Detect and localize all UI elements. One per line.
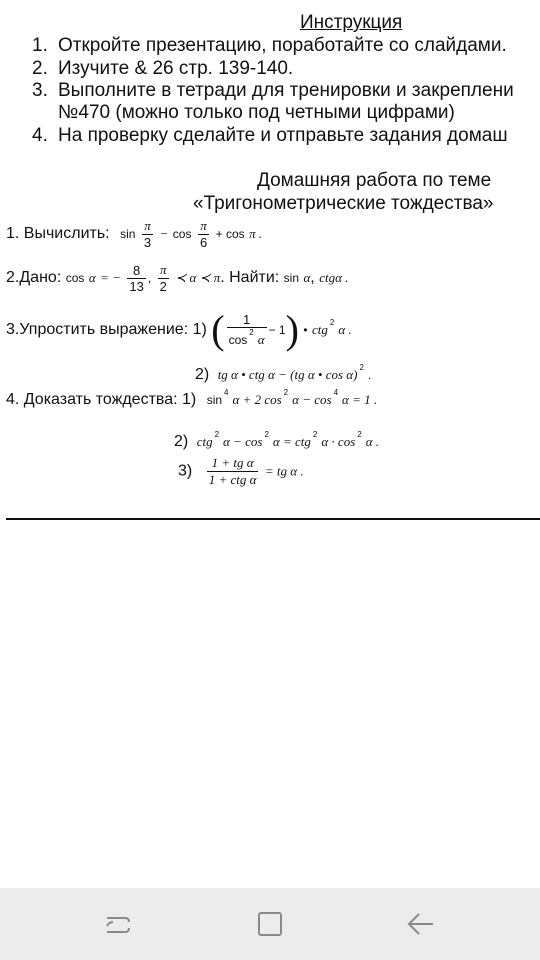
back-button[interactable] xyxy=(403,908,439,940)
homework-title: Домашняя работа по теме xyxy=(257,170,492,191)
part-label: 2) xyxy=(195,366,210,383)
task-4-part-2: 2) ctg $^2$ α − cos $^2$ α = ctg $^2$ α · cos $^2$ α . xyxy=(174,430,380,450)
expression: α − cos xyxy=(223,434,263,449)
instruction-item-4 xyxy=(32,125,508,147)
expression: α · cos xyxy=(321,434,356,449)
expression: α = 1 . xyxy=(342,392,378,407)
expression: = tg α . xyxy=(264,463,304,479)
alpha-symbol: α . xyxy=(338,322,352,338)
alpha-symbol: α xyxy=(88,270,96,286)
instruction-number: 3. xyxy=(32,80,48,101)
instruction-item-1 xyxy=(32,35,507,57)
fraction-tg-ctg: $\frac{\text{1 + tg α}}{\text{1 + ctg α}}$ xyxy=(208,455,257,487)
expression: α + 2 cos xyxy=(232,392,282,407)
cos-function: cos xyxy=(172,227,192,242)
ctg-function: ctg xyxy=(312,322,328,338)
part-label: 2) xyxy=(174,433,189,450)
fraction-pi-2: $\frac{\pi}{2}$ xyxy=(159,262,167,294)
alpha-symbol: α . xyxy=(335,270,349,286)
period: . xyxy=(367,368,372,382)
instruction-text: Откройте презентацию, поработайте со слайдами. xyxy=(58,35,507,56)
sin-function: sin xyxy=(206,393,223,407)
task-4-part-3 xyxy=(178,455,304,488)
fraction-1-cos2: $\frac{1}{\cos^2 \alpha}$ xyxy=(228,312,265,347)
task-3-label: 3.Упростить выражение: 1) xyxy=(6,321,207,339)
square-exponent: 2 xyxy=(329,318,335,328)
right-paren: ) xyxy=(285,307,299,352)
find-label: . Найти: xyxy=(220,269,280,287)
sin-function: sin xyxy=(120,227,136,242)
task-1 xyxy=(6,218,262,250)
task-3-part-2 xyxy=(195,363,371,384)
task-1-label: 1. Вычислить: xyxy=(6,225,110,243)
horizontal-rule xyxy=(6,518,540,520)
home-button[interactable] xyxy=(252,908,288,940)
ctg-function: ctg xyxy=(196,434,213,449)
bullet-operator: • xyxy=(303,323,308,338)
ctg-function: ctg xyxy=(319,270,336,286)
alpha-symbol: α xyxy=(303,270,311,286)
sin-function: sin xyxy=(283,271,300,286)
back-icon xyxy=(403,908,439,940)
plus-cos: + cos xyxy=(215,227,245,242)
instruction-number: 4. xyxy=(32,125,48,146)
instruction-text: Изучите & 26 стр. 139-140. xyxy=(58,58,294,79)
left-paren: ( xyxy=(211,307,225,352)
equals-minus: = − xyxy=(100,270,121,286)
navigation-bar xyxy=(0,888,540,960)
task-2-label: 2.Дано: xyxy=(6,269,62,287)
instructions-title: Инструкция xyxy=(300,12,403,33)
square-exponent: 2 xyxy=(359,363,364,372)
fraction-8-13: $\frac{8}{13}$ xyxy=(129,262,144,294)
inequality: ≺ α ≺ π xyxy=(175,270,221,286)
home-icon xyxy=(252,908,288,940)
instruction-text: На проверку сделайте и отправьте задания домаш xyxy=(58,125,508,146)
pi-symbol: π . xyxy=(249,226,263,242)
recent-apps-button[interactable] xyxy=(101,908,137,940)
instruction-item-2 xyxy=(32,58,293,80)
fraction-pi-3: $\frac{\pi}{3}$ xyxy=(143,218,152,250)
instruction-number: 1. xyxy=(32,35,48,56)
expression: α = ctg xyxy=(272,434,311,449)
instruction-number: 2. xyxy=(32,58,48,79)
comma: , xyxy=(147,271,152,286)
expression: α . xyxy=(365,434,380,449)
instruction-item-3 xyxy=(32,80,514,102)
minus-sign: − xyxy=(159,226,169,242)
task-3 xyxy=(6,307,352,352)
homework-topic: «Тригонометрические тождества» xyxy=(193,193,494,214)
part-label: 3) xyxy=(178,462,193,480)
recent-apps-icon xyxy=(101,908,137,940)
fraction-pi-6: $\frac{\pi}{6}$ xyxy=(199,218,208,250)
expression: tg α • ctg α − (tg α • cos α) xyxy=(217,367,358,382)
separator: , xyxy=(310,269,315,287)
cos-function: cos xyxy=(65,271,85,286)
instruction-text: Выполните в тетради для тренировки и закреплени xyxy=(58,80,514,101)
minus-one: − 1 xyxy=(268,323,286,338)
task-4-label: 4. Доказать тождества: 1) xyxy=(6,391,197,408)
task-2 xyxy=(6,262,348,294)
task-4: 4. Доказать тождества: 1) $\sin^4 \alpha + 2$ cos $^2$ α − cos $^4$ α = 1 . xyxy=(6,388,378,408)
instruction-item-3-continued: №470 (можно только под четными цифрами) xyxy=(58,102,455,123)
expression: α − cos xyxy=(292,392,332,407)
